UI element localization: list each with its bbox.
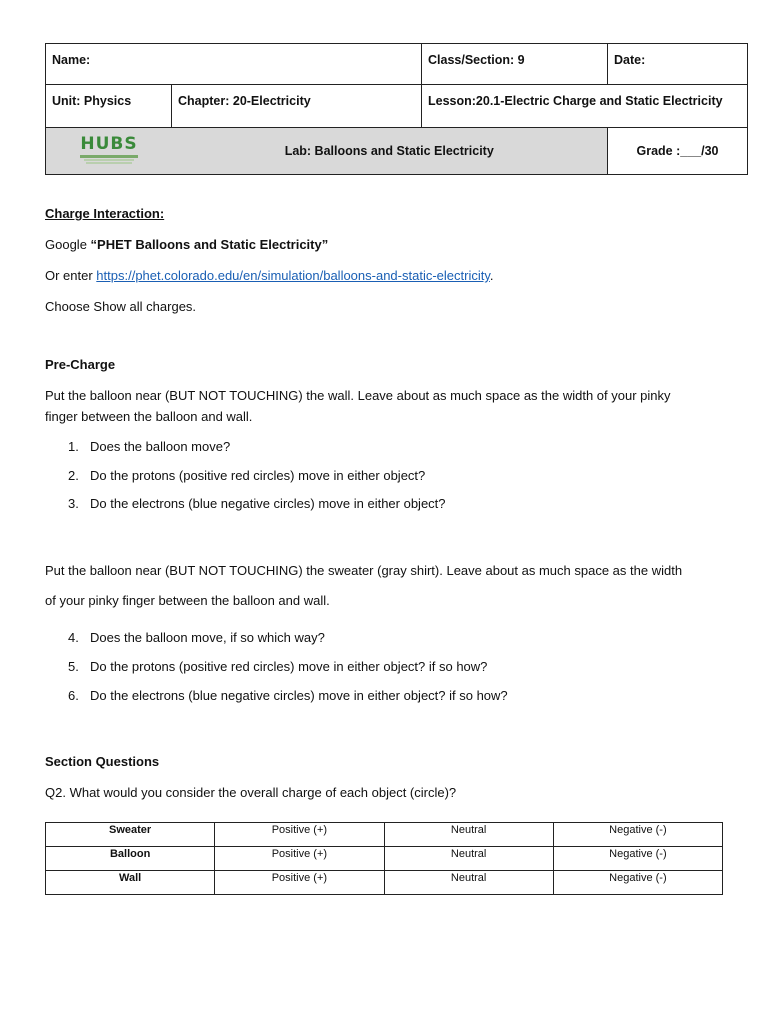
item-number: 2. <box>68 468 79 483</box>
google-line <box>45 236 328 254</box>
url-line <box>45 267 494 285</box>
lesson-cell: Lesson:20.1-Electric Charge and Static Electricity <box>422 85 748 128</box>
option-positive[interactable]: Positive (+) <box>215 847 384 871</box>
item-number: 5. <box>68 659 79 674</box>
item-number: 3. <box>68 496 79 511</box>
school-logo <box>76 135 142 167</box>
or-enter-text: Or enter <box>45 268 97 283</box>
grade-field: Grade :___/30 <box>608 128 748 175</box>
item-text: Do the protons (positive red circles) move in either object? <box>90 468 426 483</box>
item-text: Does the balloon move, if so which way? <box>90 630 325 645</box>
section-questions-heading: Section Questions <box>45 754 160 769</box>
chapter-cell: Chapter: 20-Electricity <box>172 85 422 128</box>
url-suffix: . <box>489 268 494 283</box>
option-neutral[interactable]: Neutral <box>384 871 553 895</box>
object-cell: Wall <box>46 871 215 895</box>
phet-link[interactable]: https://phet.colorado.edu/en/simulation/balloons-and-static-electricity <box>96 268 490 283</box>
object-cell: Balloon <box>46 847 215 871</box>
item-number: 6. <box>68 688 79 703</box>
option-positive[interactable]: Positive (+) <box>215 823 384 847</box>
sweater-paragraph-line2: of your pinky finger between the balloon and wall. <box>45 593 330 608</box>
object-cell: Sweater <box>46 823 215 847</box>
precharge-paragraph-line1: Put the balloon near (BUT NOT TOUCHING) the wall. Leave about as much space as the width of your pinky <box>45 388 671 403</box>
list-item <box>68 495 446 513</box>
list-item <box>68 687 508 705</box>
charge-table <box>45 822 723 895</box>
item-text: Does the balloon move? <box>90 439 231 454</box>
class-section: Class/Section: 9 <box>422 44 608 85</box>
option-negative[interactable]: Negative (-) <box>553 871 722 895</box>
item-text: Do the electrons (blue negative circles) move in either object? if so how? <box>90 688 508 703</box>
list-item <box>68 629 325 647</box>
charge-interaction-heading: Charge Interaction: <box>45 206 165 221</box>
item-text: Do the protons (positive red circles) move in either object? if so how? <box>90 659 488 674</box>
item-number: 4. <box>68 630 79 645</box>
item-number: 1. <box>68 439 79 454</box>
date-field[interactable]: Date: <box>608 44 748 85</box>
logo-text: HUBS <box>80 134 138 154</box>
table-row <box>46 823 723 847</box>
list-item <box>68 438 230 456</box>
list-item <box>68 658 487 676</box>
list-item <box>68 467 425 485</box>
lab-title: Lab: Balloons and Static Electricity <box>172 128 608 175</box>
google-prefix: Google <box>45 237 91 252</box>
precharge-heading: Pre-Charge <box>45 357 116 372</box>
item-text: Do the electrons (blue negative circles) move in either object? <box>90 496 446 511</box>
sweater-paragraph-line1: Put the balloon near (BUT NOT TOUCHING) the sweater (gray shirt). Leave about as much space as the width <box>45 563 683 578</box>
option-negative[interactable]: Negative (-) <box>553 847 722 871</box>
logo-cell <box>46 128 172 175</box>
name-field[interactable]: Name: <box>46 44 422 85</box>
option-neutral[interactable]: Neutral <box>384 823 553 847</box>
option-positive[interactable]: Positive (+) <box>215 871 384 895</box>
unit-cell: Unit: Physics <box>46 85 172 128</box>
choose-text: Choose Show all charges. <box>45 299 197 314</box>
table-row <box>46 847 723 871</box>
header-table <box>45 43 748 175</box>
option-negative[interactable]: Negative (-) <box>553 823 722 847</box>
option-neutral[interactable]: Neutral <box>384 847 553 871</box>
google-query: “PHET Balloons and Static Electricity” <box>90 237 329 252</box>
precharge-paragraph-line2: finger between the balloon and wall. <box>45 409 253 424</box>
table-row <box>46 871 723 895</box>
q2-text: Q2. What would you consider the overall charge of each object (circle)? <box>45 785 457 800</box>
